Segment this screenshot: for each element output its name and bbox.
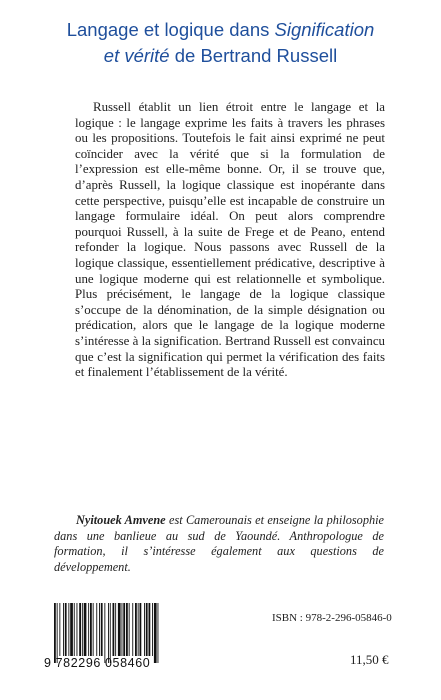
barcode-bar [104, 603, 105, 663]
barcode-bar [90, 603, 92, 656]
barcode-bar [79, 603, 81, 656]
barcode-bar [82, 603, 83, 656]
barcode-bar [132, 603, 133, 656]
barcode-bar [115, 603, 116, 656]
barcode-bar [96, 603, 97, 656]
barcode-bar [99, 603, 100, 656]
title-prefix: Langage et logique dans [66, 19, 275, 40]
barcode-bar [110, 603, 111, 663]
author-bio [54, 513, 384, 575]
isbn: ISBN : 978-2-296-05846-0 [272, 612, 392, 624]
barcode-bar [84, 603, 87, 656]
barcode-bar [122, 603, 123, 656]
author-name: Nyitouek Amvene [76, 513, 166, 527]
barcode-bar [123, 603, 125, 656]
barcode-bar [144, 603, 145, 656]
barcode-digits: 9 782296 058460 [44, 656, 151, 670]
barcode-bar [101, 603, 103, 656]
author-bio-text: est Camerounais et enseigne la philosophie dans une banlieue au sud de Yaoundé. Anthropologue de formation, il s’intéresse également aux questions de développement. [54, 513, 384, 574]
barcode-bar [59, 603, 60, 656]
back-cover-summary: Russell établit un lien étroit entre le langage et la logique : le langage exprime les faits à travers les phrases ou les propositions. Toutefois le fait ainsi exprimé ne peut coïncider avec la vérité que si la formulation de l’expression est elle-même bonne. Or, il se trouve que, d’après Russell, la logique classique est inopérante dans cette perspective, puisqu’elle est incapable de construire un langage formulaire idéal. On peut alors comprendre pourquoi Russell, à la suite de Frege et de Peano, entend refonder la logique. Nous passons avec Russell de la logique classique, essentiellement prédicative, descriptive à une logique moderne qui est relationnelle et symbolique. Plus précisément, le langage de la logique classique s’occupe de la dénomination, de la simple désignation ou prédication, alors que le langage de la logique moderne s’intéresse à la signification. Bertrand Russell est convaincu que c’est la signification qui permet la vérification des faits et finalement l’établissement de la vérité. [75, 100, 386, 380]
barcode-bar [68, 603, 69, 656]
barcode-bar [74, 603, 75, 656]
barcode-bar [65, 603, 67, 656]
title-suffix: de Bertrand Russell [169, 45, 338, 66]
barcode-bar [118, 603, 121, 656]
barcode-bar [57, 603, 58, 663]
barcode-bar [138, 603, 139, 656]
price: 11,50 € [350, 652, 389, 667]
barcode-bar [158, 603, 159, 663]
barcode-bar [129, 603, 130, 656]
title-line-1 [0, 17, 441, 43]
title-italic-part1: Signification [274, 19, 375, 40]
barcode-bar [93, 603, 94, 656]
barcode-bar [77, 603, 78, 656]
barcode-bar [108, 603, 109, 663]
barcode-bar [70, 603, 73, 656]
barcode-bar [88, 603, 89, 656]
barcode-bar [54, 603, 56, 663]
title-italic-part2: et vérité [103, 45, 170, 66]
barcode-bar [152, 603, 153, 656]
title-line-2 [0, 43, 441, 69]
barcode-bar [126, 603, 128, 656]
barcode-bar [140, 603, 142, 656]
barcode-bar [63, 603, 64, 656]
barcode-bar [135, 603, 137, 656]
book-title [0, 17, 441, 69]
barcode-bar [149, 603, 151, 656]
barcode-bar [113, 603, 115, 656]
barcode-bar [146, 603, 148, 656]
barcode-bar [154, 603, 157, 663]
